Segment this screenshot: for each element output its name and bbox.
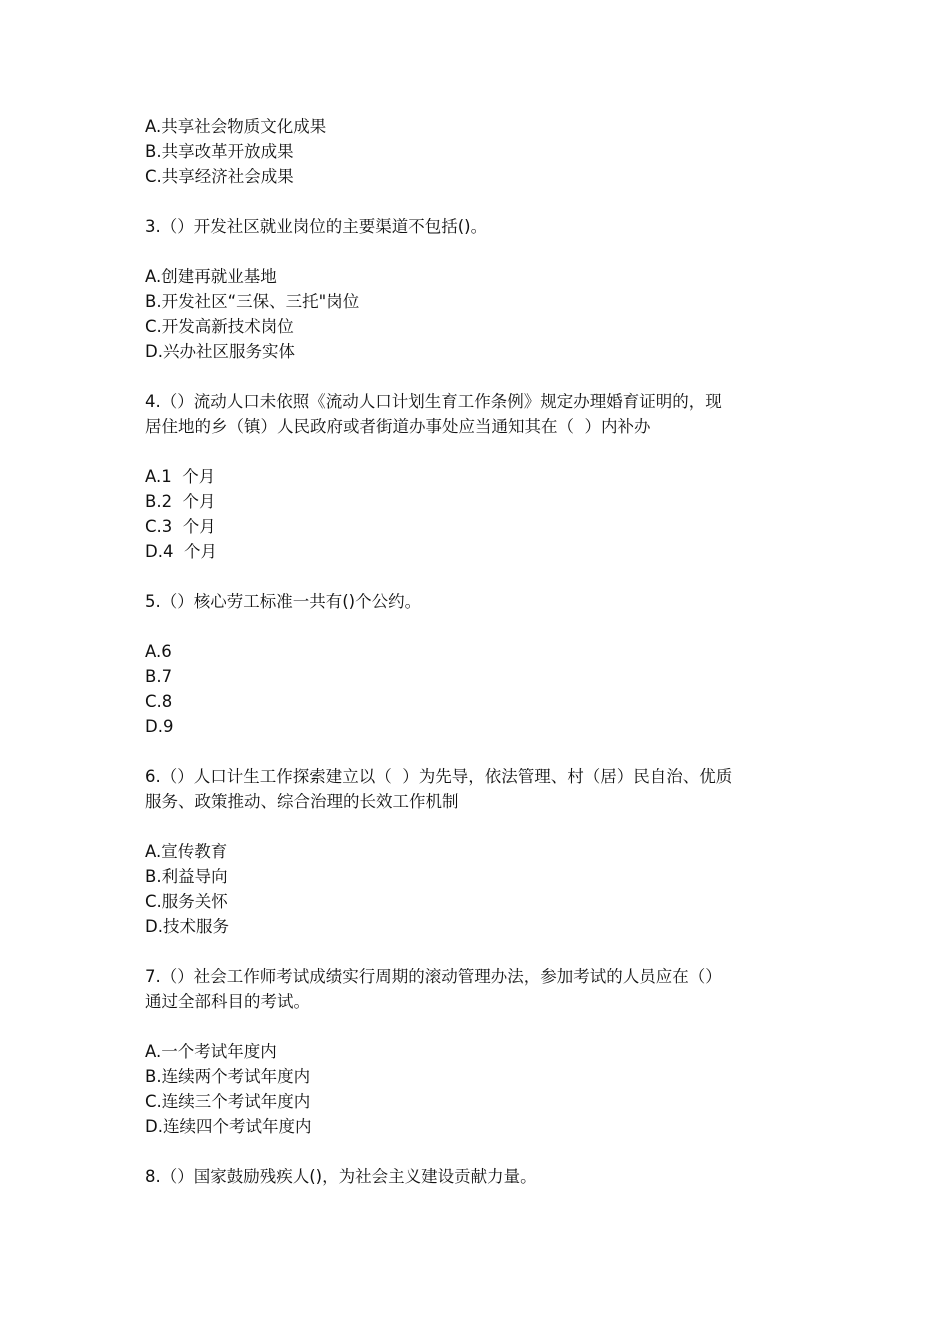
option-line: B.连续两个考试年度内 (145, 1067, 311, 1086)
option-line: C.服务关怀 (145, 892, 228, 911)
option-line: B.开发社区“三保、三托"岗位 (145, 292, 360, 311)
option-line: B.利益导向 (145, 867, 228, 886)
question-stem: 服务、政策推动、综合治理的长效工作机制 (145, 792, 459, 811)
question-stem: 3.（）开发社区就业岗位的主要渠道不包括()。 (145, 217, 488, 236)
option-line: A.创建再就业基地 (145, 267, 277, 286)
option-line: C.8 (145, 692, 173, 711)
option-line: A.6 (145, 642, 172, 661)
option-line: C.开发高新技术岗位 (145, 317, 294, 336)
question-stem: 8.（）国家鼓励残疾人()，为社会主义建设贡献力量。 (145, 1167, 537, 1186)
question-stem: 6.（）人口计生工作探索建立以（ ）为先导，依法管理、村（居）民自治、优质 (145, 767, 733, 786)
option-line: B.共享改革开放成果 (145, 142, 294, 161)
option-line: A.宣传教育 (145, 842, 228, 861)
option-line: A.一个考试年度内 (145, 1042, 277, 1061)
option-line: C.连续三个考试年度内 (145, 1092, 311, 1111)
option-line: A.共享社会物质文化成果 (145, 117, 327, 136)
option-line: C.共享经济社会成果 (145, 167, 294, 186)
option-line: B.7 (145, 667, 173, 686)
option-line: D.4 个月 (145, 542, 217, 561)
question-stem: 5.（）核心劳工标准一共有()个公约。 (145, 592, 422, 611)
question-stem: 7.（）社会工作师考试成绩实行周期的滚动管理办法，参加考试的人员应在（） (145, 967, 722, 986)
document-content (145, 114, 815, 1189)
question-stem: 4.（）流动人口未依照《流动人口计划生育工作条例》规定办理婚育证明的，现 (145, 392, 722, 411)
question-stem: 居住地的乡（镇）人民政府或者街道办事处应当通知其在（ ）内补办 (145, 417, 651, 436)
option-line: D.连续四个考试年度内 (145, 1117, 312, 1136)
option-line: D.兴办社区服务实体 (145, 342, 295, 361)
option-line: C.3 个月 (145, 517, 216, 536)
option-line: B.2 个月 (145, 492, 216, 511)
question-stem: 通过全部科目的考试。 (145, 992, 310, 1011)
option-line: A.1 个月 (145, 467, 216, 486)
option-line: D.技术服务 (145, 917, 229, 936)
option-line: D.9 (145, 717, 174, 736)
